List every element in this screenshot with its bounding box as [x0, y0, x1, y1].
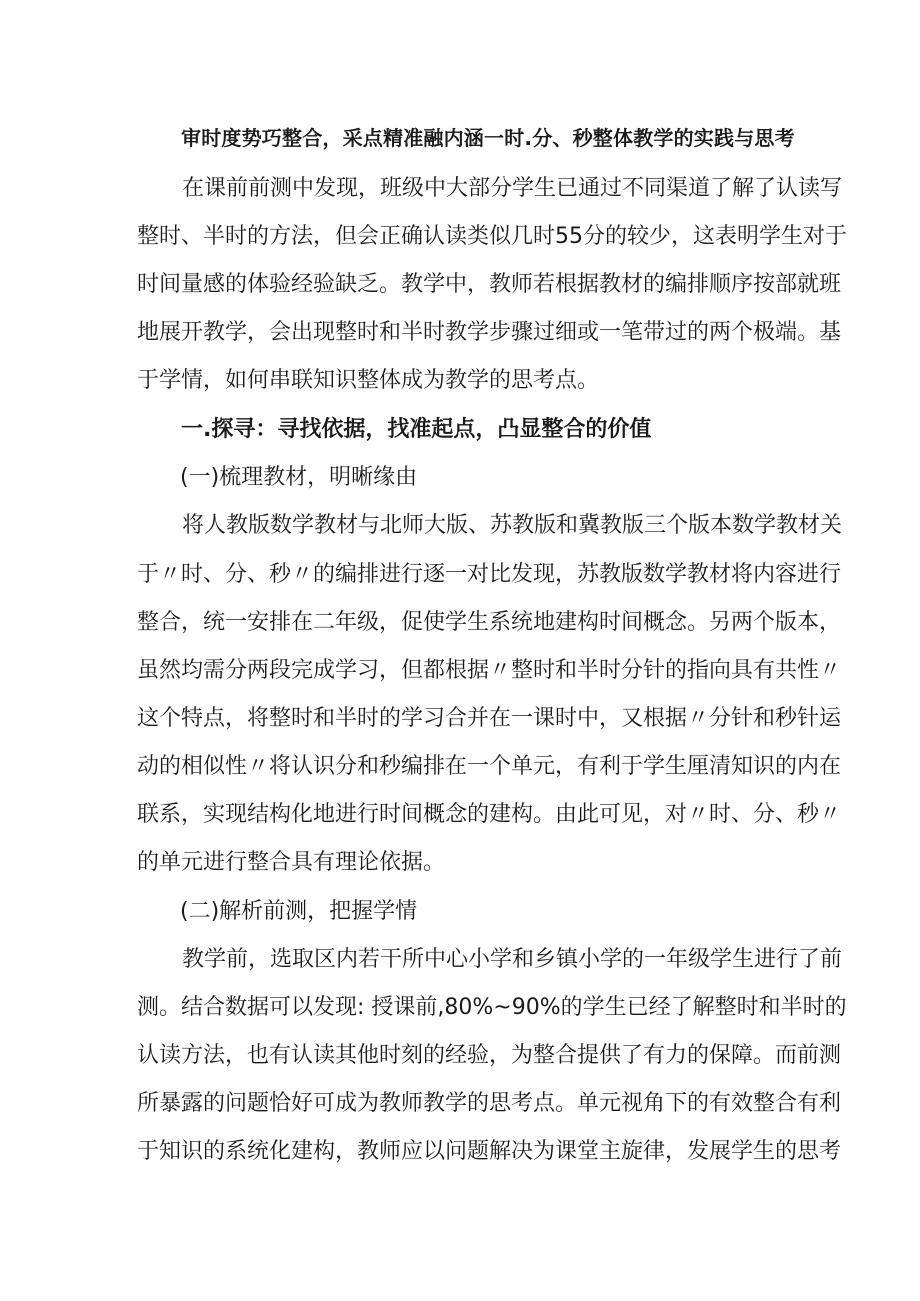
document-title: 审时度势巧整合，采点精准融内涵一时.分、秒整体教学的实践与思考 — [181, 126, 795, 150]
sub1-line-8: 的单元进行整合具有理论依据。 — [137, 850, 446, 875]
sub2-line-5: 于知识的系统化建构，教师应以问题解决为课堂主旋律，发展学生的思考 — [137, 1139, 842, 1164]
sub2-line-1: 教学前，选取区内若干所中心小学和乡镇小学的一年级学生进行了前 — [182, 947, 843, 972]
sub1-line-7: 联系，实现结构化地进行时间概念的建构。由此可见，对〃时、分、秒〃 — [137, 802, 842, 827]
sub2-line-4: 所暴露的问题恰好可成为教师教学的思考点。单元视角下的有效整合有利 — [137, 1091, 842, 1116]
sub2-line-2: 测。结合数据可以发现: 授课前,80%~90%的学生已经了解整时和半时的 — [137, 995, 847, 1020]
sub1-line-5: 这个特点，将整时和半时的学习合并在一课时中，又根据〃分针和秒针运 — [137, 706, 842, 731]
sub1-line-2: 于〃时、分、秒〃的编排进行逐一对比发现，苏教版数学教材将内容进行 — [137, 562, 842, 587]
intro-line-5: 于学情，如何串联知识整体成为教学的思考点。 — [137, 368, 600, 393]
intro-line-4: 地展开教学，会出现整时和半时教学步骤过细或一笔带过的两个极端。基 — [137, 320, 842, 345]
intro-line-1: 在课前前测中发现，班级中大部分学生已通过不同渠道了解了认读写 — [182, 176, 843, 201]
sub2-line-3: 认读方法，也有认读其他时刻的经验，为整合提供了有力的保障。而前测 — [137, 1043, 842, 1068]
section1-heading: 一.探寻：寻找依据，找准起点，凸显整合的价值 — [181, 417, 652, 442]
sub2-heading: (二)解析前测，把握学情 — [180, 899, 418, 924]
sub1-line-1: 将人教版数学教材与北师大版、苏教版和冀教版三个版本数学教材关 — [182, 513, 843, 538]
sub1-heading: (一)梳理教材，明晰缘由 — [180, 465, 418, 490]
sub1-line-4: 虽然均需分两段完成学习，但都根据〃整时和半时分针的指向具有共性〃 — [137, 658, 842, 683]
sub1-line-3: 整合，统一安排在二年级，促使学生系统地建构时间概念。另两个版本， — [137, 610, 842, 635]
sub1-line-6: 动的相似性〃将认识分和秒编排在一个单元，有利于学生厘清知识的内在 — [137, 754, 842, 779]
intro-line-2: 整时、半时的方法，但会正确认读类似几时55分的较少，这表明学生对于 — [137, 224, 847, 249]
intro-line-3: 时间量感的体验经验缺乏。教学中，教师若根据教材的编排顺序按部就班 — [137, 272, 842, 297]
